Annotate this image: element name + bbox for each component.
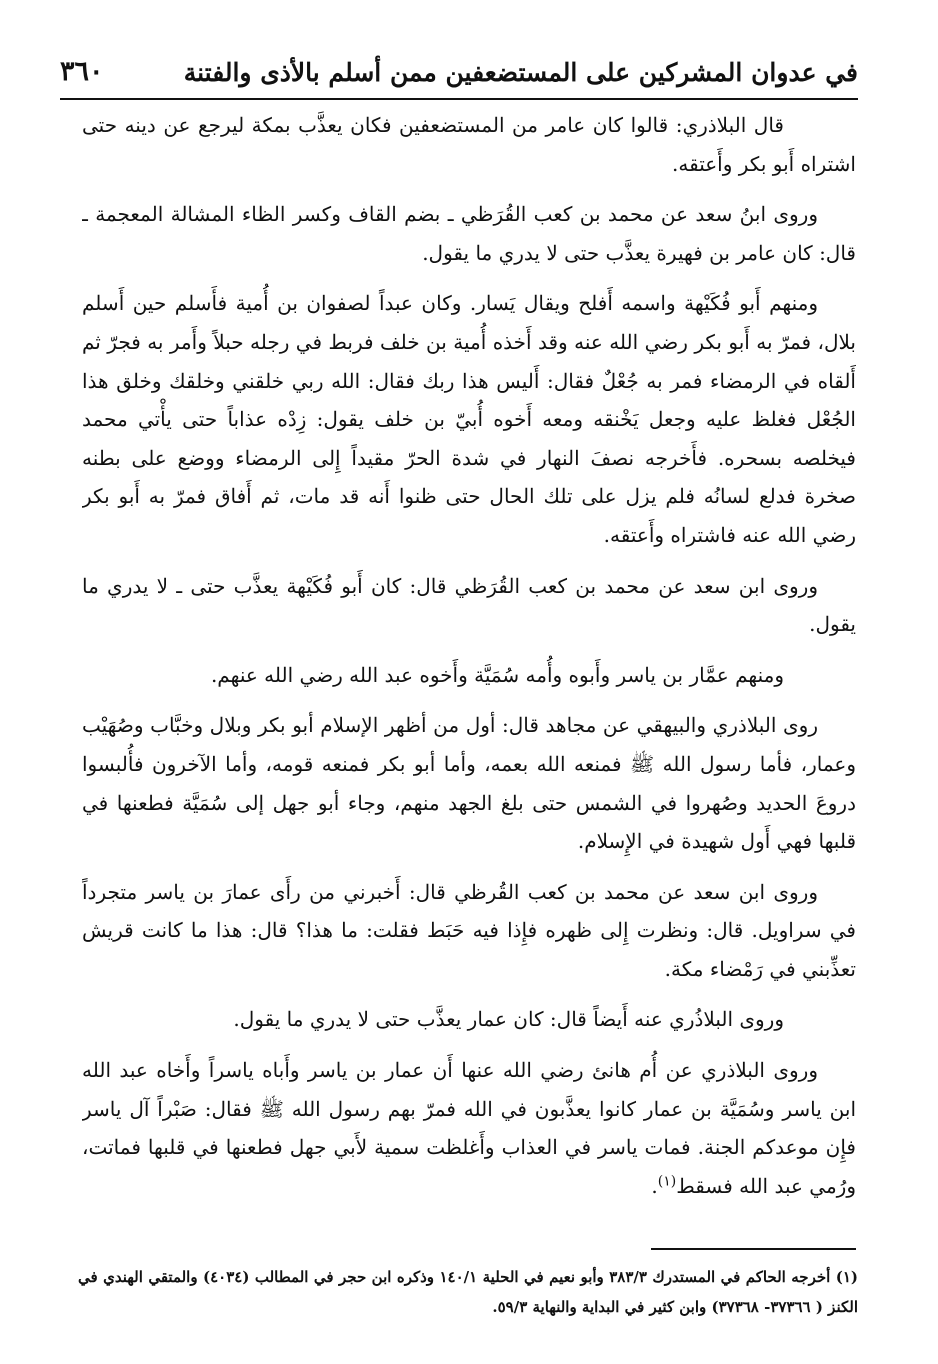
paragraph-3: ومنهم أَبو فُكَيْهة واسمه أَفلح ويقال يَسار. وكان عبداً لصفوان بن أُمية فأَسلم حين أَسلم بلال، فمرّ به أَبو بكر رضي الله عنه وقد أَخذه أُمية بن خلف فربط في رجله حبلاً وأَمر به فجرّ ثم أَلقاه في الرمضاء فمر به جُعْلٌ فقال: أَليس هذا ربك فقال: الله ربي خلقني وخلقك وخلق هذا الجُعْل فغلظ عليه وجعل يَخْنقه ومعه أَخوه أُبيّ بن خلف يقول: زِدْه عذاباً حتى يأْتي محمد فيخلصه بسحره. فأَخرجه نصفَ النهار في شدة الحرّ مقيداً إِلى الرمضاء ووضع على بطنه صخرة فدلع لسانُه فلم يزل على تلك الحال حتى ظنوا أَنه قد مات، ثم أَفاق فمرّ به أَبو بكر رضي الله عنه فاشتراه وأَعتقه. <box>82 291 856 547</box>
running-title: في عدوان المشركين على المستضعفين ممن أسلم بالأذى والفتنة <box>183 58 858 87</box>
page-number: ٣٦٠ <box>60 56 104 87</box>
paragraph-2: وروى ابنُ سعد عن محمد بن كعب القُرَظي ـ بضم القاف وكسر الظاء المشالة المعجمة ـ قال: كان عامر بن فهيرة يعذَّب حتى لا يدري ما يقول. <box>82 202 856 265</box>
body-text <box>82 106 856 1236</box>
paragraph-9-text: وروى البلاذري عن أُم هانئ رضي الله عنها أَن عمار بن ياسر وأَباه ياسراً وأَخاه عبد الله ابن ياسر وسُمَيَّة بن عمار كانوا يعذَّبون في الله فمرّ بهم رسول الله ﷺ فقال: صَبْراً آل ياسر فإِن موعدكم الجنة. فمات ياسر في العذاب وأَغلظت سمية لأَبي جهل فطعنها في قلبها فماتت، ورُمي عبد الله فسقط <box>82 1058 856 1198</box>
footnote-1: (١) أخرجه الحاكم في المستدرك ٣٨٣/٣ وأبو نعيم في الحلية ١٤٠/١ وذكره ابن حجر في المطالب (٤٠٣٤) والمتقي الهندي في الكنز ( ٣٧٣٦٦- ٣٧٣٦٨) وابن كثير في البداية والنهاية ٥٩/٣. <box>78 1268 858 1316</box>
paragraph-7: وروى ابن سعد عن محمد بن كعب القُرظي قال: أَخبرني من رأَى عمارَ بن ياسر متجرداً في سراويل. قال: ونظرت إِلى ظهره فإِذا فيه حَبَط فقلت: ما هذا؟ قال: هذا ما كانت قريش تعذِّبني في رَمْضاء مكة. <box>82 879 856 981</box>
paragraph-8: وروى البلاذُري عنه أَيضاً قال: كان عمار يعذَّب حتى لا يدري ما يقول. <box>233 1007 784 1032</box>
paragraph-1: قال البلاذري: قالوا كان عامر من المستضعفين فكان يعذَّب بمكة ليرجع عن دينه حتى اشتراه أَبو بكر وأَعتقه. <box>82 113 856 176</box>
footnotes <box>78 1262 858 1326</box>
paragraph-9: وروى البلاذري عن أُم هانئ رضي الله عنها أَن عمار بن ياسر وأَباه ياسراً وأَخاه عبد الله ابن ياسر وسُمَيَّة بن عمار كانوا يعذَّبون في الله فمرّ بهم رسول الله ﷺ فقال: صَبْراً آل ياسر فإِن موعدكم الجنة. فمات ياسر في العذاب وأَغلظت سمية لأَبي جهل فطعنها في قلبها فماتت، ورُمي عبد الله فسقط$^{(١)}$. <box>82 1058 856 1198</box>
page-header <box>60 52 858 100</box>
footnote-separator <box>651 1248 856 1250</box>
footnote-reference[interactable]: (١) <box>657 1173 677 1190</box>
paragraph-6: روى البلاذري والبيهقي عن مجاهد قال: أول من أظهر الإسلام أبو بكر وبلال وخبَّاب وصُهَيْب وعمار، فأما رسول الله ﷺ فمنعه الله بعمه، وأما أبو بكر فمنعه قومه، وأما الآخرون فأُلبسوا دروعَ الحديد وصُهروا في الشمس حتى بلغ الجهد منهم، وجاء أبو جهل إلى سُمَيَّة فطعنها في قلبها فهي أَول شهيدة في الإِسلام. <box>82 713 856 854</box>
paragraph-4: وروى ابن سعد عن محمد بن كعب القُرَظي قال: كان أَبو فُكَيْهة يعذَّب حتى ـ لا يدري ما يقول. <box>82 573 856 637</box>
paragraph-5: ومنهم عمَّار بن ياسر وأَبوه وأُمه سُمَيَّة وأَخوه عبد الله رضي الله عنهم. <box>210 662 784 687</box>
header-rule <box>60 98 858 100</box>
